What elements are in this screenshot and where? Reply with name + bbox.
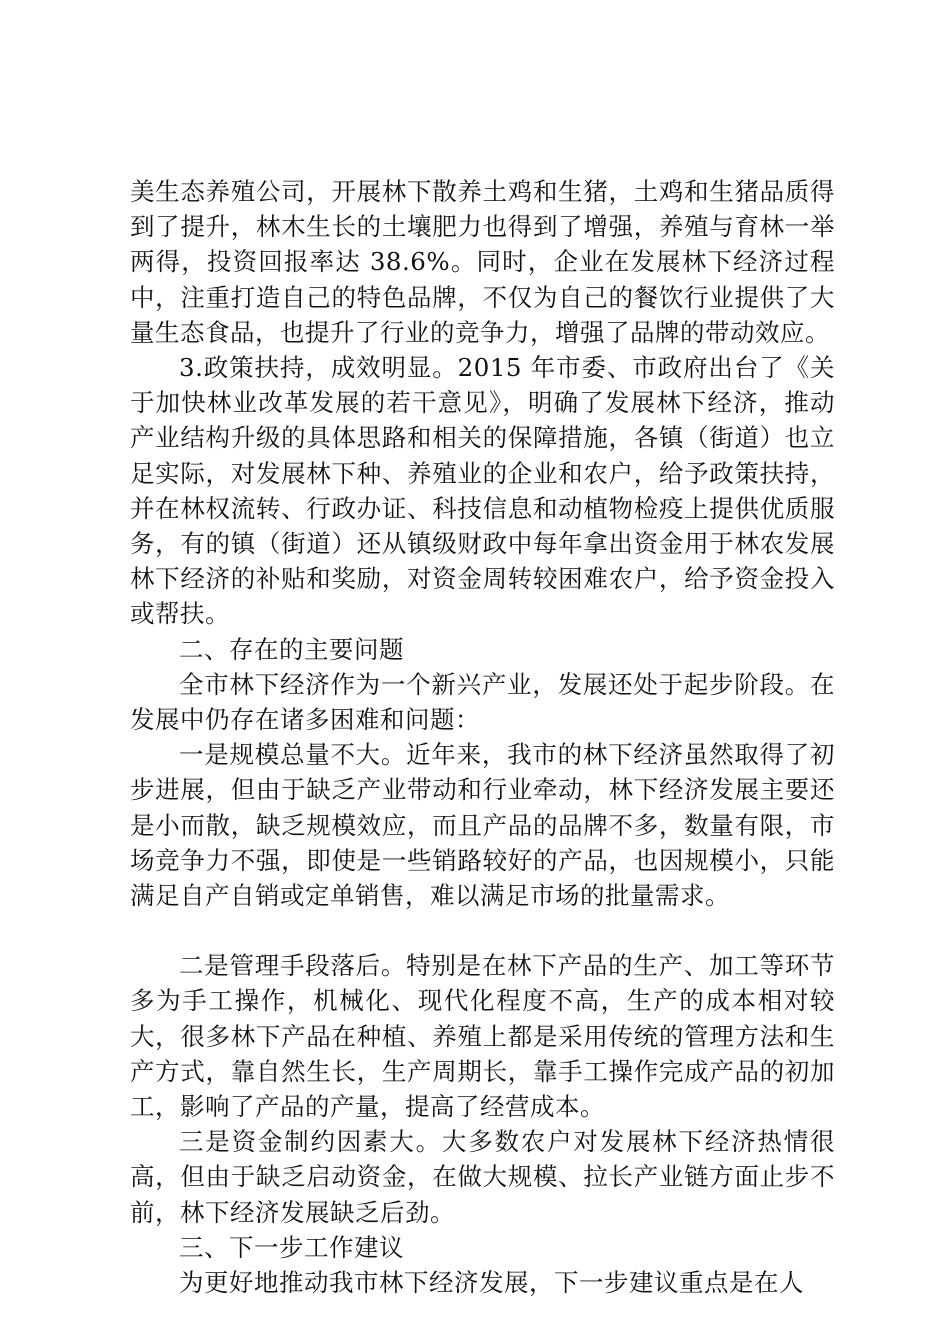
body-paragraph-problem-funding: 三是资金制约因素大。大多数农户对发展林下经济热情很高，但由于缺乏启动资金，在做大规模、拉长产业链方面止步不前，林下经济发展缺乏后劲。 <box>130 1127 835 1227</box>
body-paragraph-problem-management: 二是管理手段落后。特别是在林下产品的生产、加工等环节多为手工操作，机械化、现代化程度不高，生产的成本相对较大，很多林下产品在种植、养殖上都是采用传统的管理方法和生产方式，靠自然生长，生产周期长，靠手工操作完成产品的初加工，影响了产品的产量，提高了经营成本。 <box>130 951 835 1122</box>
section-heading-next-steps: 三、下一步工作建议 <box>179 1232 404 1262</box>
document-body <box>130 174 835 1300</box>
body-paragraph-next-steps: 为更好地推动我市林下经济发展，下一步建议重点是在人 <box>179 1268 804 1298</box>
body-paragraph: 美生态养殖公司，开展林下散养土鸡和生猪，土鸡和生猪品质得到了提升，林木生长的土壤肥力也得到了增强，养殖与育林一举两得，投资回报率达 38.6%。同时，企业在发展林下经济过程中，注重打造自己的特色品牌，不仅为自己的餐饮行业提供了大量生态食品，也提升了行业的竞争力，增强了品牌的带动效应。 <box>130 177 835 347</box>
section-heading-main-problems: 二、存在的主要问题 <box>179 634 404 664</box>
body-paragraph-overview: 全市林下经济作为一个新兴产业，发展还处于起步阶段。在发展中仍存在诸多困难和问题： <box>130 669 835 735</box>
body-paragraph-problem-scale: 一是规模总量不大。近年来，我市的林下经济虽然取得了初步进展，但由于缺乏产业带动和行业牵动，林下经济发展主要还是小而散，缺乏规模效应，而且产品的品牌不多，数量有限，市场竞争力不强，即使是一些销路较好的产品，也因规模小，只能满足自产自销或定单销售，难以满足市场的批量需求。 <box>130 740 835 911</box>
body-paragraph-policy-support: 3.政策扶持，成效明显。2015 年市委、市政府出台了《关于加快林业改革发展的若干意见》，明确了发展林下经济，推动产业结构升级的具体思路和相关的保障措施，各镇（街道）也立足实际，对发展林下种、养殖业的企业和农户，给予政策扶持，并在林权流转、行政办证、科技信息和动植物检疫上提供优质服务，有的镇（街道）还从镇级财政中每年拿出资金用于林农发展林下经济的补贴和奖励，对资金周转较困难农户，给予资金投入或帮扶。 <box>130 353 835 629</box>
